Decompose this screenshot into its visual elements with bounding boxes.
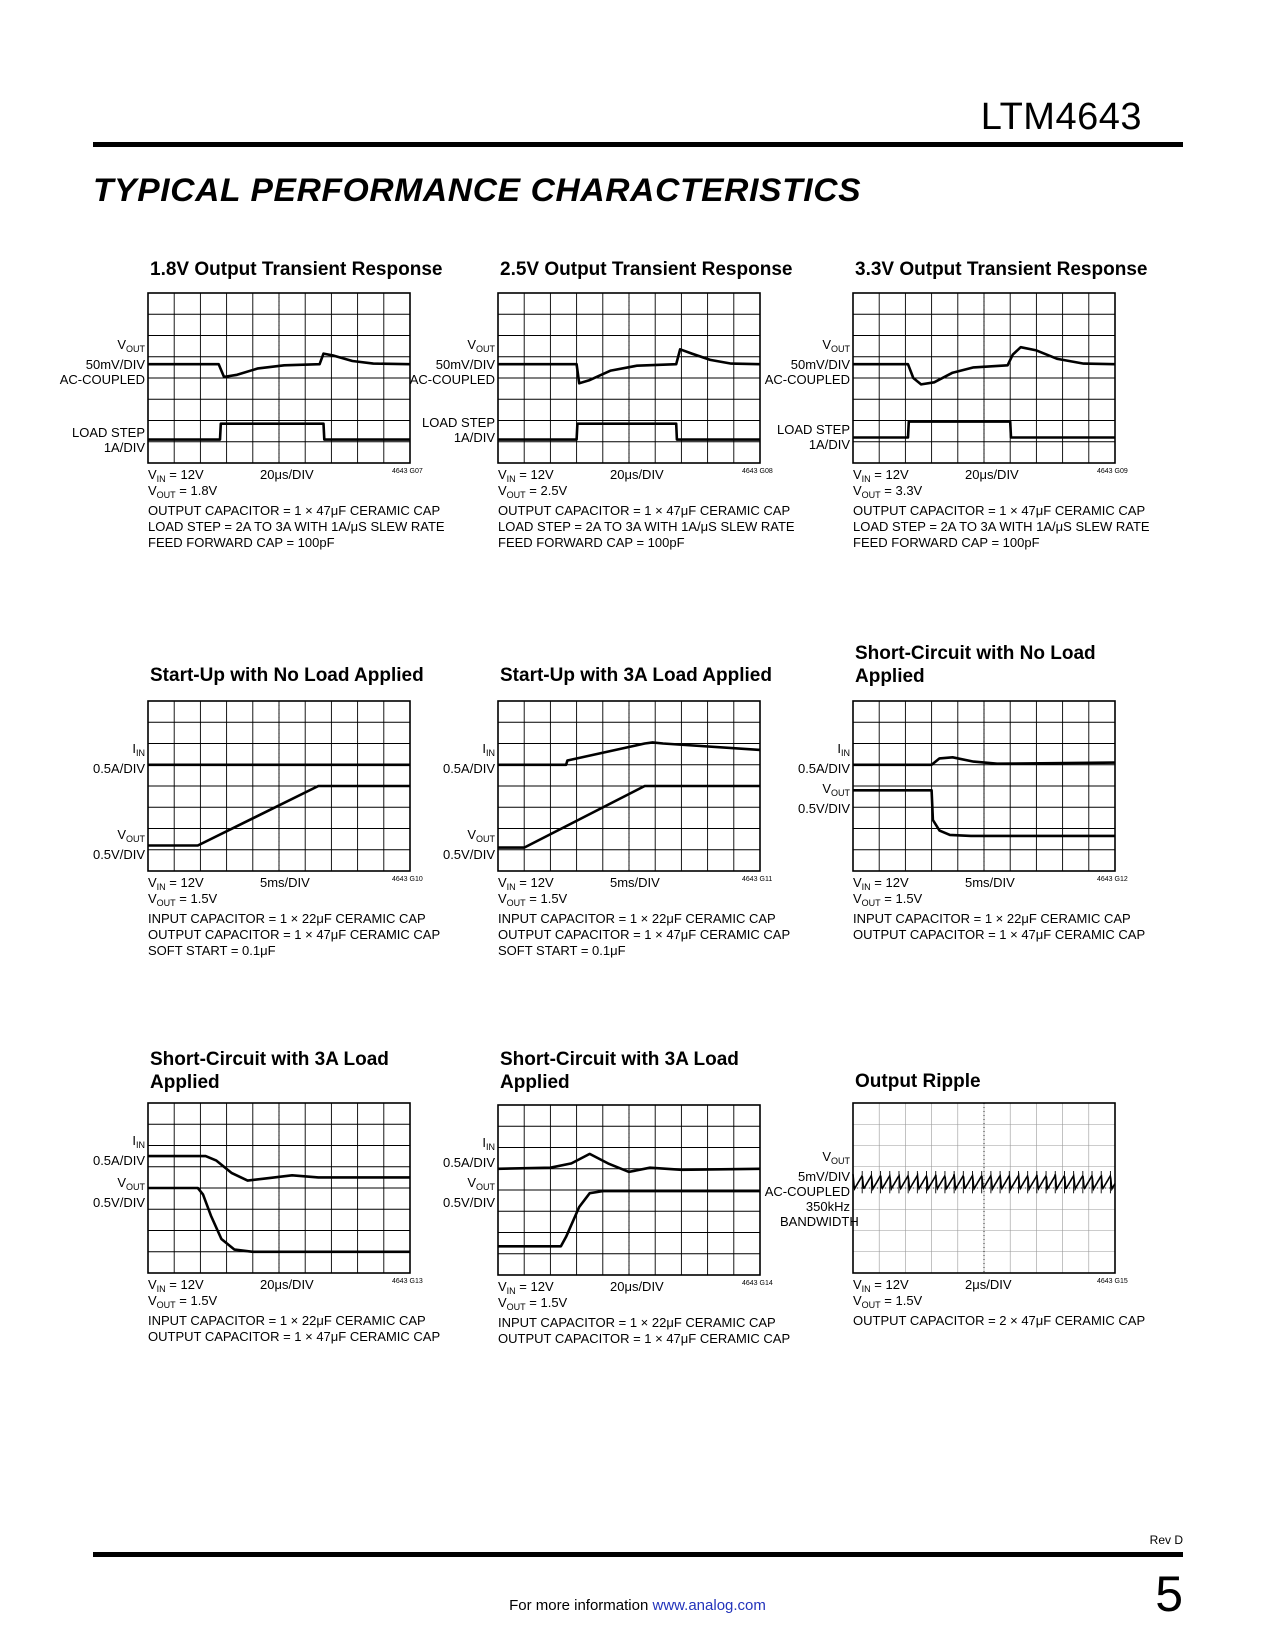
channel-label-iin bbox=[93, 1133, 145, 1168]
test-conditions bbox=[148, 467, 445, 551]
note-line: INPUT CAPACITOR = 1 × 22μF CERAMIC CAP bbox=[498, 911, 776, 926]
scope-chart-4 bbox=[85, 664, 455, 964]
channel-name: $I_{IN}$ bbox=[132, 741, 145, 758]
channel-scale: 0.5A/DIV bbox=[92, 761, 145, 776]
channel-scale: 0.5A/DIV bbox=[797, 761, 850, 776]
channel-scale: 1A/DIV bbox=[453, 430, 495, 445]
figure-id: 4643 G07 bbox=[392, 468, 423, 475]
channel-label-vout bbox=[798, 781, 850, 816]
note-line: OUTPUT CAPACITOR = 2 × 47μF CERAMIC CAP bbox=[853, 1313, 1146, 1328]
scope-chart-3 bbox=[764, 258, 1160, 558]
chart-title: 1.8V Output Transient Response bbox=[150, 259, 443, 280]
channel-scale: 0.5V/DIV bbox=[442, 847, 495, 862]
time-per-division: 5ms/DIV bbox=[965, 875, 1015, 890]
channel-name: LOAD STEP bbox=[72, 425, 145, 440]
vin-condition: $V_{IN} = 12V$ bbox=[498, 1279, 554, 1296]
test-conditions bbox=[498, 1279, 790, 1347]
channel-name: LOAD STEP bbox=[777, 422, 850, 437]
channel-label-vout bbox=[93, 827, 145, 862]
scope-plot bbox=[853, 701, 1115, 871]
note-line: $V_{OUT} = 3.3V$ bbox=[853, 483, 923, 500]
test-conditions bbox=[498, 467, 795, 551]
note-line: INPUT CAPACITOR = 1 × 22μF CERAMIC CAP bbox=[148, 1313, 426, 1328]
note-line: LOAD STEP = 2A TO 3A WITH 1A/μS SLEW RATE bbox=[853, 519, 1150, 534]
scope-screen bbox=[498, 1105, 760, 1275]
scope-screen bbox=[148, 1103, 410, 1273]
scope-chart-9 bbox=[764, 1070, 1160, 1370]
channel-scale: 0.5V/DIV bbox=[92, 1195, 145, 1210]
note-line: INPUT CAPACITOR = 1 × 22μF CERAMIC CAP bbox=[498, 1315, 776, 1330]
scope-chart-7 bbox=[85, 1048, 455, 1348]
time-per-division: 2μs/DIV bbox=[965, 1277, 1012, 1292]
channel-coupling: AC-COUPLED bbox=[59, 372, 145, 387]
channel-label-iin bbox=[443, 741, 495, 776]
time-per-division: 20μs/DIV bbox=[260, 467, 314, 482]
note-line: LOAD STEP = 2A TO 3A WITH 1A/μS SLEW RATE bbox=[498, 519, 795, 534]
note-line: OUTPUT CAPACITOR = 1 × 47μF CERAMIC CAP bbox=[498, 1331, 791, 1346]
scope-screen bbox=[853, 701, 1115, 871]
vin-condition: $V_{IN} = 12V$ bbox=[853, 1277, 909, 1294]
channel-name: $V_{OUT}$ bbox=[822, 337, 850, 354]
vin-condition: $V_{IN} = 12V$ bbox=[148, 1277, 204, 1294]
note-line: OUTPUT CAPACITOR = 1 × 47μF CERAMIC CAP bbox=[148, 927, 441, 942]
channel-name: $I_{IN}$ bbox=[132, 1133, 145, 1150]
note-line: FEED FORWARD CAP = 100pF bbox=[853, 535, 1040, 550]
channel-name: $V_{OUT}$ bbox=[117, 337, 145, 354]
channel-label-iin bbox=[798, 741, 850, 776]
scope-plot bbox=[148, 293, 410, 463]
part-number: LTM4643 bbox=[980, 96, 1142, 138]
channel-label-vout bbox=[765, 337, 850, 387]
channel-scale: 0.5A/DIV bbox=[92, 1153, 145, 1168]
channel-name: $I_{IN}$ bbox=[482, 1135, 495, 1152]
note-line: OUTPUT CAPACITOR = 1 × 47μF CERAMIC CAP bbox=[498, 503, 791, 518]
figure-id: 4643 G08 bbox=[742, 468, 773, 475]
channel-name: $V_{OUT}$ bbox=[822, 781, 850, 798]
figure-id: 4643 G15 bbox=[1097, 1278, 1128, 1285]
time-per-division: 20μs/DIV bbox=[260, 1277, 314, 1292]
vin-condition: $V_{IN} = 12V$ bbox=[148, 875, 204, 892]
scope-chart-6 bbox=[790, 642, 1160, 942]
channel-scale: 0.5A/DIV bbox=[442, 1155, 495, 1170]
channel-label-iin bbox=[93, 741, 145, 776]
chart-title: Start-Up with No Load Applied bbox=[150, 665, 424, 686]
note-line: FEED FORWARD CAP = 100pF bbox=[148, 535, 335, 550]
channel-coupling: AC-COUPLED bbox=[764, 1184, 850, 1199]
channel-coupling: AC-COUPLED bbox=[764, 372, 850, 387]
scope-chart-2 bbox=[409, 258, 805, 558]
channel-scale: 1A/DIV bbox=[103, 440, 145, 455]
chart-title: Output Ripple bbox=[855, 1071, 981, 1092]
note-line: FEED FORWARD CAP = 100pF bbox=[498, 535, 685, 550]
note-line: $V_{OUT} = 1.5V$ bbox=[498, 1295, 568, 1312]
channel-label-vout bbox=[443, 1175, 495, 1210]
scope-plot bbox=[498, 1105, 760, 1275]
figure-id: 4643 G14 bbox=[742, 1280, 773, 1287]
note-line: $V_{OUT} = 1.5V$ bbox=[148, 891, 218, 908]
chart-title: Short-Circuit with 3A Load Applied bbox=[150, 1049, 389, 1093]
channel-name: $V_{OUT}$ bbox=[467, 1175, 495, 1192]
channel-name: $V_{OUT}$ bbox=[117, 827, 145, 844]
channel-coupling: AC-COUPLED bbox=[409, 372, 495, 387]
channel-label-iin bbox=[443, 1135, 495, 1170]
vin-condition: $V_{IN} = 12V$ bbox=[853, 467, 909, 484]
vin-condition: $V_{IN} = 12V$ bbox=[498, 467, 554, 484]
footer-text: For more information bbox=[509, 1597, 653, 1614]
note-line: SOFT START = 0.1μF bbox=[148, 943, 276, 958]
note-line: INPUT CAPACITOR = 1 × 22μF CERAMIC CAP bbox=[148, 911, 426, 926]
figure-id: 4643 G13 bbox=[392, 1278, 423, 1285]
note-line: $V_{OUT} = 1.5V$ bbox=[853, 1293, 923, 1310]
note-line: OUTPUT CAPACITOR = 1 × 47μF CERAMIC CAP bbox=[853, 503, 1146, 518]
note-line: $V_{OUT} = 1.5V$ bbox=[498, 891, 568, 908]
time-per-division: 20μs/DIV bbox=[965, 467, 1019, 482]
section-title: TYPICAL PERFORMANCE CHARACTERISTICS bbox=[93, 172, 862, 208]
note-line: $V_{OUT} = 1.8V$ bbox=[148, 483, 218, 500]
channel-scale: 0.5V/DIV bbox=[92, 847, 145, 862]
scope-plot bbox=[498, 293, 760, 463]
note-line: INPUT CAPACITOR = 1 × 22μF CERAMIC CAP bbox=[853, 911, 1131, 926]
channel-label-load-step bbox=[422, 415, 495, 445]
note-line: OUTPUT CAPACITOR = 1 × 47μF CERAMIC CAP bbox=[148, 1329, 441, 1344]
channel-bandwidth: 350kHz BANDWIDTH bbox=[780, 1199, 859, 1229]
channel-name: $I_{IN}$ bbox=[837, 741, 850, 758]
header-rule bbox=[93, 142, 1183, 147]
scope-plot bbox=[853, 1103, 1115, 1273]
vin-condition: $V_{IN} = 12V$ bbox=[498, 875, 554, 892]
channel-name: $I_{IN}$ bbox=[482, 741, 495, 758]
note-line: $V_{OUT} = 1.5V$ bbox=[853, 891, 923, 908]
scope-chart-8 bbox=[435, 1048, 805, 1348]
website-link[interactable]: www.analog.com bbox=[652, 1597, 766, 1614]
channel-scale: 0.5V/DIV bbox=[797, 801, 850, 816]
chart-title: Short-Circuit with No Load Applied bbox=[855, 643, 1096, 687]
note-line: OUTPUT CAPACITOR = 1 × 47μF CERAMIC CAP bbox=[498, 927, 791, 942]
chart-title: Short-Circuit with 3A Load Applied bbox=[500, 1049, 739, 1093]
channel-scale: 1A/DIV bbox=[808, 437, 850, 452]
note-line: LOAD STEP = 2A TO 3A WITH 1A/μS SLEW RATE bbox=[148, 519, 445, 534]
scope-screen bbox=[498, 701, 760, 871]
chart-title: Start-Up with 3A Load Applied bbox=[500, 665, 772, 686]
chart-title: 3.3V Output Transient Response bbox=[855, 259, 1148, 280]
scope-plot bbox=[148, 1103, 410, 1273]
scope-plot bbox=[498, 701, 760, 871]
footer-rule bbox=[93, 1552, 1183, 1557]
page-number: 5 bbox=[1155, 1566, 1183, 1622]
channel-label-vout bbox=[764, 1149, 859, 1229]
channel-label-vout bbox=[93, 1175, 145, 1210]
scope-plot bbox=[853, 293, 1115, 463]
test-conditions bbox=[853, 1277, 1145, 1329]
channel-scale: 50mV/DIV bbox=[85, 357, 145, 372]
channel-label-vout bbox=[60, 337, 145, 387]
test-conditions bbox=[148, 1277, 440, 1345]
figure-id: 4643 G10 bbox=[392, 876, 423, 883]
scope-screen bbox=[148, 701, 410, 871]
scope-screen bbox=[853, 293, 1115, 463]
channel-scale: 50mV/DIV bbox=[790, 357, 850, 372]
footer-info bbox=[0, 1597, 1275, 1614]
time-per-division: 20μs/DIV bbox=[610, 1279, 664, 1294]
vin-condition: $V_{IN} = 12V$ bbox=[148, 467, 204, 484]
channel-scale: 50mV/DIV bbox=[435, 357, 495, 372]
channel-name: $V_{OUT}$ bbox=[117, 1175, 145, 1192]
scope-chart-1 bbox=[59, 258, 455, 558]
channel-label-vout bbox=[443, 827, 495, 862]
channel-scale: 0.5A/DIV bbox=[442, 761, 495, 776]
note-line: OUTPUT CAPACITOR = 1 × 47μF CERAMIC CAP bbox=[853, 927, 1146, 942]
revision: Rev D bbox=[1149, 1533, 1183, 1547]
note-line: $V_{OUT} = 1.5V$ bbox=[148, 1293, 218, 1310]
note-line: SOFT START = 0.1μF bbox=[498, 943, 626, 958]
channel-scale: 5mV/DIV bbox=[797, 1169, 850, 1184]
chart-title: 2.5V Output Transient Response bbox=[500, 259, 793, 280]
test-conditions bbox=[498, 875, 790, 959]
figure-id: 4643 G09 bbox=[1097, 468, 1128, 475]
scope-screen bbox=[498, 293, 760, 463]
channel-name: $V_{OUT}$ bbox=[467, 337, 495, 354]
vin-condition: $V_{IN} = 12V$ bbox=[853, 875, 909, 892]
channel-name: $V_{OUT}$ bbox=[467, 827, 495, 844]
channel-label-load-step bbox=[777, 422, 850, 452]
test-conditions bbox=[853, 467, 1150, 551]
test-conditions bbox=[853, 875, 1145, 943]
scope-screen bbox=[148, 293, 410, 463]
channel-label-vout bbox=[410, 337, 495, 387]
note-line: $V_{OUT} = 2.5V$ bbox=[498, 483, 568, 500]
figure-id: 4643 G11 bbox=[742, 876, 773, 883]
channel-label-load-step bbox=[72, 425, 145, 455]
channel-name: LOAD STEP bbox=[422, 415, 495, 430]
channel-name: $V_{OUT}$ bbox=[822, 1149, 850, 1166]
scope-plot bbox=[148, 701, 410, 871]
figure-id: 4643 G12 bbox=[1097, 876, 1128, 883]
test-conditions bbox=[148, 875, 440, 959]
time-per-division: 20μs/DIV bbox=[610, 467, 664, 482]
note-line: OUTPUT CAPACITOR = 1 × 47μF CERAMIC CAP bbox=[148, 503, 441, 518]
scope-chart-5 bbox=[435, 664, 805, 964]
channel-scale: 0.5V/DIV bbox=[442, 1195, 495, 1210]
time-per-division: 5ms/DIV bbox=[610, 875, 660, 890]
scope-screen bbox=[853, 1103, 1115, 1273]
time-per-division: 5ms/DIV bbox=[260, 875, 310, 890]
